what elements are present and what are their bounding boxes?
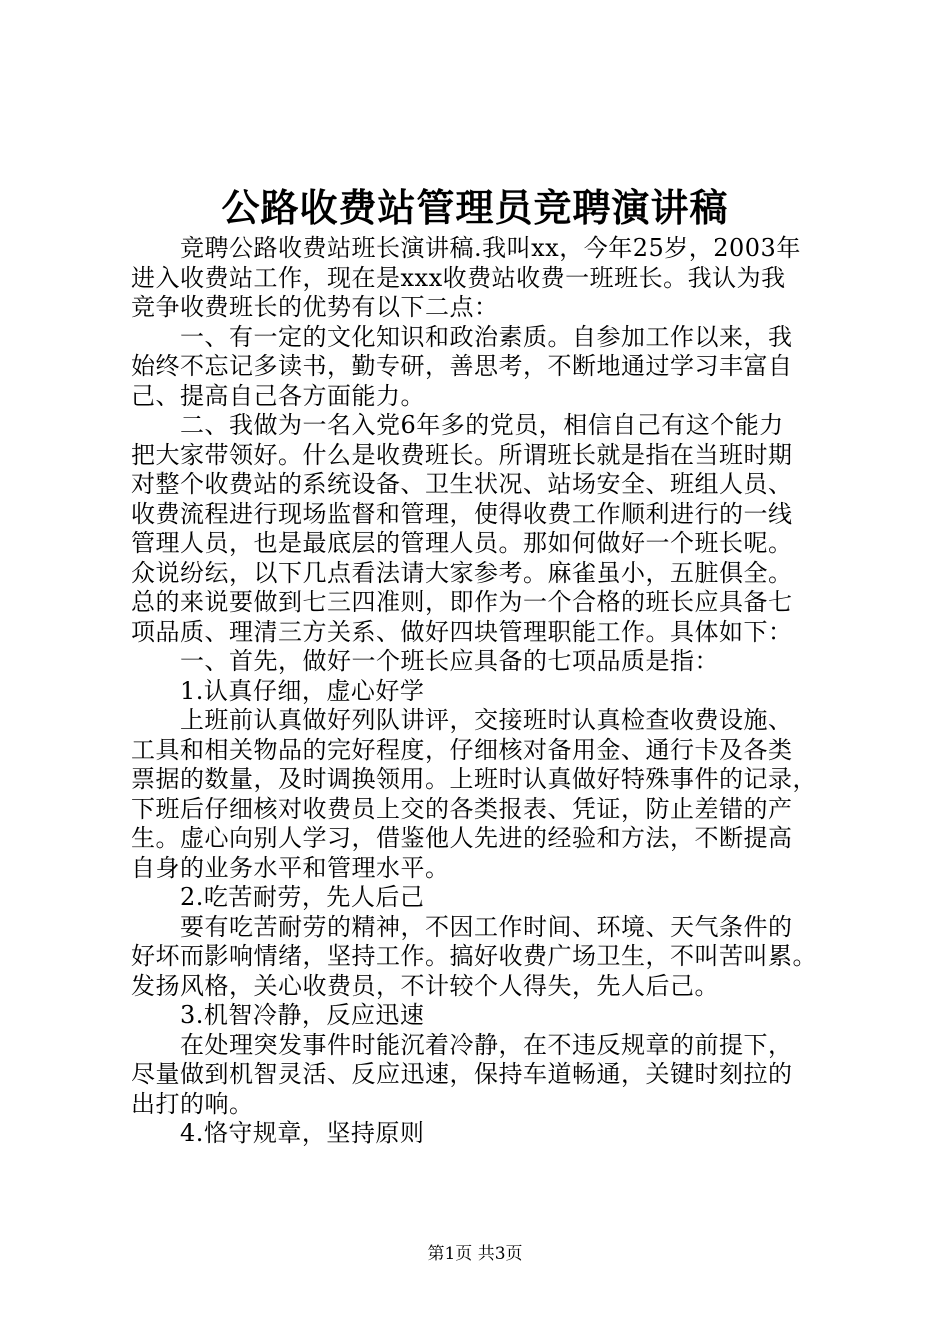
body-line: 尽量做到机智灵活、反应迅速，保持车道畅通，关键时刻拉的 xyxy=(131,1060,793,1088)
body-line: 管理人员，也是最底层的管理人员。那如何做好一个班长呢。 xyxy=(131,529,793,557)
body-line: 好坏而影响情绪，坚持工作。搞好收费广场卫生，不叫苦叫累。 xyxy=(131,942,817,970)
body-line: 下班后仔细核对收费员上交的各类报表、凭证，防止差错的产 xyxy=(131,794,793,823)
body-line: 总的来说要做到七三四准则，即作为一个合格的班长应具备七 xyxy=(131,588,793,616)
body-line: 3.机智冷静，反应迅速 xyxy=(131,1001,425,1029)
body-line: 二、我做为一名入党6年多的党员，相信自己有这个能力 xyxy=(131,411,784,439)
body-line: 把大家带领好。什么是收费班长。所谓班长就是指在当班时期 xyxy=(131,440,793,469)
document-body xyxy=(131,234,835,1149)
body-line: 一、有一定的文化知识和政治素质。自参加工作以来，我 xyxy=(131,322,793,351)
page-number-footer: 第1页 共3页 xyxy=(427,1244,523,1264)
body-line: 竞争收费班长的优势有以下二点： xyxy=(131,293,499,321)
body-line: 票据的数量，及时调换领用。上班时认真做好特殊事件的记录， xyxy=(131,765,817,793)
body-line: 要有吃苦耐劳的精神，不因工作时间、环境、天气条件的 xyxy=(131,912,793,941)
body-line: 2.吃苦耐劳，先人后己 xyxy=(131,883,425,911)
body-line: 4.恪守规章，坚持原则 xyxy=(131,1119,425,1147)
body-line: 上班前认真做好列队讲评，交接班时认真检查收费设施、 xyxy=(131,706,793,734)
body-line: 己、提高自己各方面能力。 xyxy=(131,381,425,410)
body-line: 一、首先，做好一个班长应具备的七项品质是指： xyxy=(131,647,719,675)
body-line: 竞聘公路收费站班长演讲稿.我叫xx，今年25岁，2003年 xyxy=(131,234,801,262)
body-line: 进入收费站工作，现在是xxx收费站收费一班班长。我认为我 xyxy=(131,263,786,292)
body-line: 收费流程进行现场监督和管理，使得收费工作顺利进行的一线 xyxy=(131,499,793,528)
body-line: 发扬风格，关心收费员，不计较个人得失，先人后己。 xyxy=(131,971,719,1000)
body-line: 生。虚心向别人学习，借鉴他人先进的经验和方法，不断提高 xyxy=(131,824,793,852)
body-line: 始终不忘记多读书，勤专研，善思考，不断地通过学习丰富自 xyxy=(131,352,793,380)
body-line: 工具和相关物品的完好程度，仔细核对备用金、通行卡及各类 xyxy=(131,735,793,764)
document-title: 公路收费站管理员竞聘演讲稿 xyxy=(221,185,729,230)
body-line: 对整个收费站的系统设备、卫生状况、站场安全、班组人员、 xyxy=(131,470,793,498)
body-line: 自身的业务水平和管理水平。 xyxy=(131,853,450,882)
body-line: 1.认真仔细，虚心好学 xyxy=(131,676,425,705)
body-line: 在处理突发事件时能沉着冷静，在不违反规章的前提下， xyxy=(131,1030,793,1059)
body-line: 众说纷纭，以下几点看法请大家参考。麻雀虽小，五脏俱全。 xyxy=(131,558,793,587)
body-line: 出打的响。 xyxy=(131,1089,254,1118)
body-line: 项品质、理清三方关系、做好四块管理职能工作。具体如下： xyxy=(131,617,793,646)
